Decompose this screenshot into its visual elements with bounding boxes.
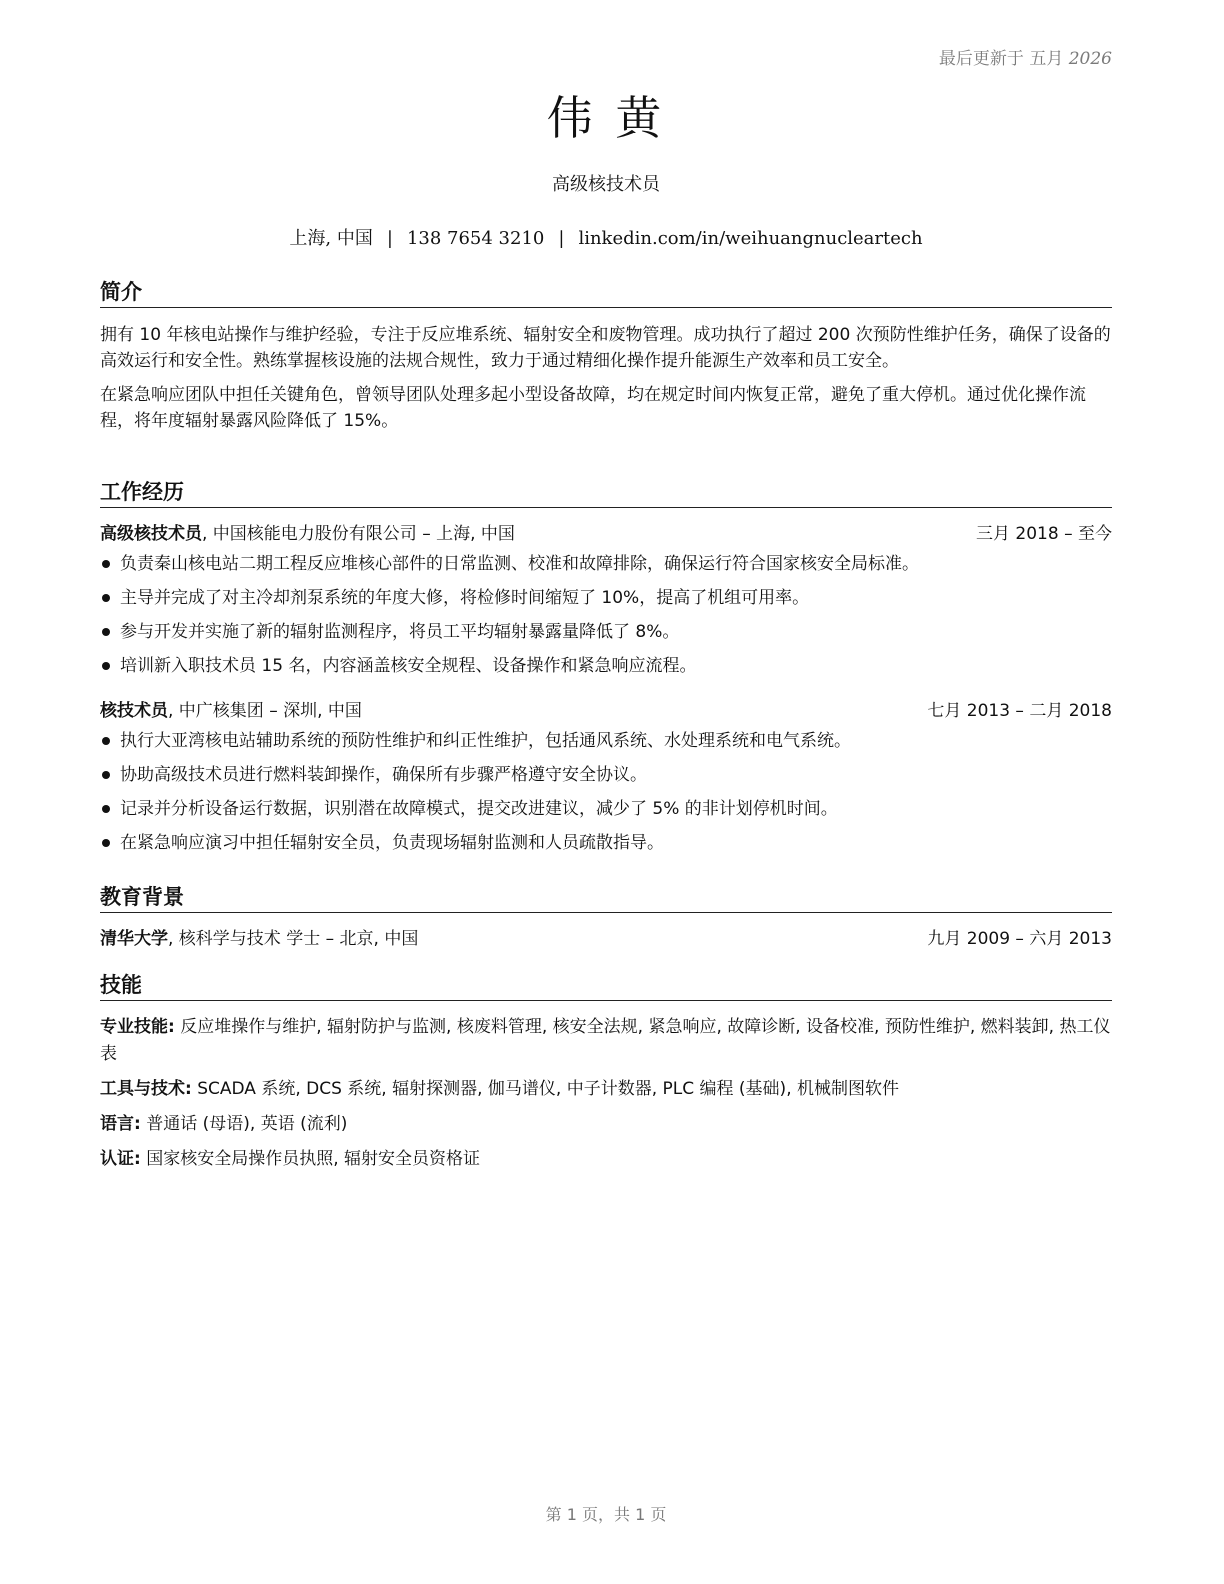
bullet-icon [102,662,110,670]
job-header [100,521,1112,547]
education-entry [100,926,1112,952]
contact-separator: | [558,228,565,249]
bullet-icon [102,839,110,847]
skills-section [100,972,1112,1173]
bullet-icon [102,805,110,813]
skill-label: 专业技能: [100,1017,175,1037]
education-school: 清华大学 [100,929,168,949]
section-title-summary: 简介 [100,279,1112,308]
job-org: , 中广核集团 – 深圳, 中国 [168,701,362,721]
contact-linkedin-link[interactable]: linkedin.com/in/weihuangnucleartech [578,228,923,249]
job-dates: 七月 2013 – 二月 2018 [927,701,1112,721]
contact-location: 上海, 中国 [289,228,373,249]
education-section [100,884,1112,952]
skill-line [100,1014,1112,1068]
section-title-experience: 工作经历 [100,479,1112,508]
job-entry [100,521,1112,683]
list-item: 记录并分析设备运行数据，识别潜在故障模式，提交改进建议，减少了 5% 的非计划停机时间。 [100,792,1112,826]
skill-line [100,1146,1112,1173]
job-bullets [100,547,1112,683]
skill-label: 工具与技术: [100,1079,192,1099]
last-updated [939,44,1112,69]
job-entry [100,698,1112,860]
list-item: 协助高级技术员进行燃料装卸操作，确保所有步骤严格遵守安全协议。 [100,758,1112,792]
list-item: 在紧急响应演习中担任辐射安全员，负责现场辐射监测和人员疏散指导。 [100,826,1112,860]
skill-label: 认证: [100,1149,141,1169]
candidate-name: 伟 黄 [546,91,666,145]
bullet-icon [102,737,110,745]
list-item: 负责秦山核电站二期工程反应堆核心部件的日常监测、校准和故障排除，确保运行符合国家核安全局标准。 [100,547,1112,581]
education-detail: , 核科学与技术 学士 – 北京, 中国 [168,929,419,949]
skill-line [100,1111,1112,1138]
last-updated-year: 2026 [1068,49,1112,69]
page-number: 第 1 页，共 1 页 [545,1505,667,1524]
skill-label: 语言: [100,1114,141,1134]
list-item: 培训新入职技术员 15 名，内容涵盖核安全规程、设备操作和紧急响应流程。 [100,649,1112,683]
job-role: 核技术员 [100,701,168,721]
list-item: 执行大亚湾核电站辅助系统的预防性维护和纠正性维护，包括通风系统、水处理系统和电气系统。 [100,724,1112,758]
candidate-headline: 高级核技术员 [552,174,660,195]
contact-separator: | [386,228,393,249]
job-dates: 三月 2018 – 至今 [976,524,1112,544]
experience-section [100,479,1112,860]
section-title-skills: 技能 [100,972,1112,1001]
list-item: 主导并完成了对主冷却剂泵系统的年度大修，将检修时间缩短了 10%，提高了机组可用率。 [100,581,1112,615]
skill-value: 反应堆操作与维护, 辐射防护与监测, 核废料管理, 核安全法规, 紧急响应, 故障诊断, 设备校准, 预防性维护, 燃料装卸, 热工仪表 [100,1017,1111,1064]
skill-value: SCADA 系统, DCS 系统, 辐射探测器, 伽马谱仪, 中子计数器, PLC 编程 (基础), 机械制图软件 [191,1079,899,1099]
resume-page [100,0,1112,1584]
job-header [100,698,1112,724]
bullet-icon [102,771,110,779]
contact-line [100,224,1112,250]
bullet-icon [102,628,110,636]
summary-section [100,279,1112,434]
job-org: , 中国核能电力股份有限公司 – 上海, 中国 [202,524,515,544]
bullet-icon [102,560,110,568]
contact-phone: 138 7654 3210 [406,228,545,249]
job-bullets [100,724,1112,860]
summary-paragraph: 拥有 10 年核电站操作与维护经验，专注于反应堆系统、辐射安全和废物管理。成功执行了超过 200 次预防性维护任务，确保了设备的高效运行和安全性。熟练掌握核设施的法规合规性，致力于通过精细化操作提升能源生产效率和员工安全。 [100,325,1111,371]
skill-value: 普通话 (母语), 英语 (流利) [140,1114,348,1134]
last-updated-label: 最后更新于 五月 [938,49,1064,69]
skill-value: 国家核安全局操作员执照, 辐射安全员资格证 [140,1149,481,1169]
section-title-education: 教育背景 [100,884,1112,913]
bullet-icon [102,594,110,602]
summary-paragraph: 在紧急响应团队中担任关键角色，曾领导团队处理多起小型设备故障，均在规定时间内恢复正常，避免了重大停机。通过优化操作流程，将年度辐射暴露风险降低了 15%。 [100,385,1086,431]
education-dates: 九月 2009 – 六月 2013 [927,929,1112,949]
list-item: 参与开发并实施了新的辐射监测程序，将员工平均辐射暴露量降低了 8%。 [100,615,1112,649]
skill-line [100,1076,1112,1103]
job-role: 高级核技术员 [100,524,202,544]
